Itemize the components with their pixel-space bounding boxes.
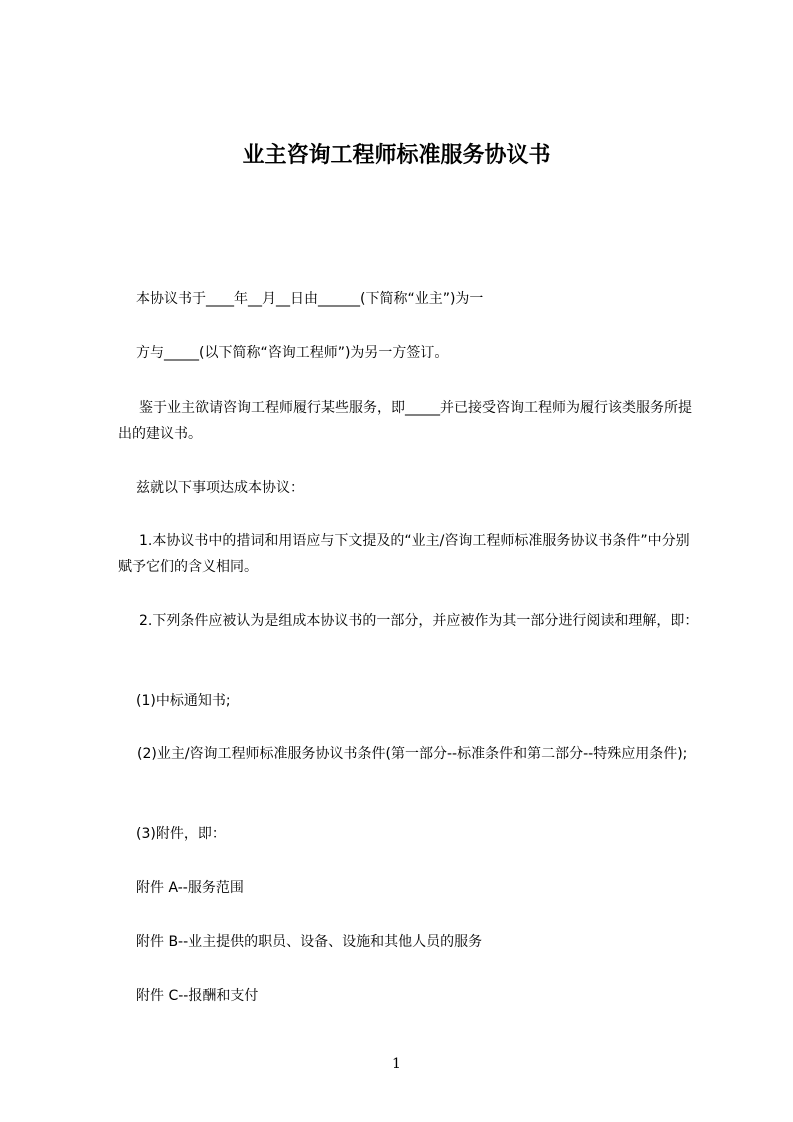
appendix-c: 附件 C--报酬和支付 — [136, 988, 259, 1004]
document-title: 业主咨询工程师标准服务协议书 — [242, 143, 551, 168]
paragraph-intro-line1: 本协议书于____年__月__日由______(下简称“业主”)为一 — [136, 291, 484, 307]
paragraph-intro-line2: 方与_____(以下简称“咨询工程师”)为另一方签订。 — [136, 345, 449, 361]
list-item-appendices: (3)附件，即： — [136, 826, 226, 842]
paragraph-clause-1: 1.本协议书中的措词和用语应与下文提及的“业主/咨询工程师标准服务协议书条件”中分别赋予它们的含义相同。 — [118, 533, 690, 575]
paragraph-agreement: 兹就以下事项达成本协议： — [136, 480, 304, 496]
paragraph-whereas: 鉴于业主欲请咨询工程师履行某些服务，即_____并已接受咨询工程师为履行该类服务所提出的建议书。 — [118, 400, 692, 442]
appendix-b: 附件 B--业主提供的职员、设备、设施和其他人员的服务 — [136, 934, 483, 950]
list-item-award-notice: (1)中标通知书; — [136, 693, 231, 709]
paragraph-clause-2: 2.下列条件应被认为是组成本协议书的一部分，并应被作为其一部分进行阅读和理解，即： — [139, 613, 699, 629]
page-number: 1 — [392, 1056, 401, 1072]
appendix-a: 附件 A--服务范围 — [136, 880, 244, 896]
list-item-conditions: (2)业主/咨询工程师标准服务协议书条件(第一部分--标准条件和第二部分--特殊应用条件); — [137, 746, 688, 762]
